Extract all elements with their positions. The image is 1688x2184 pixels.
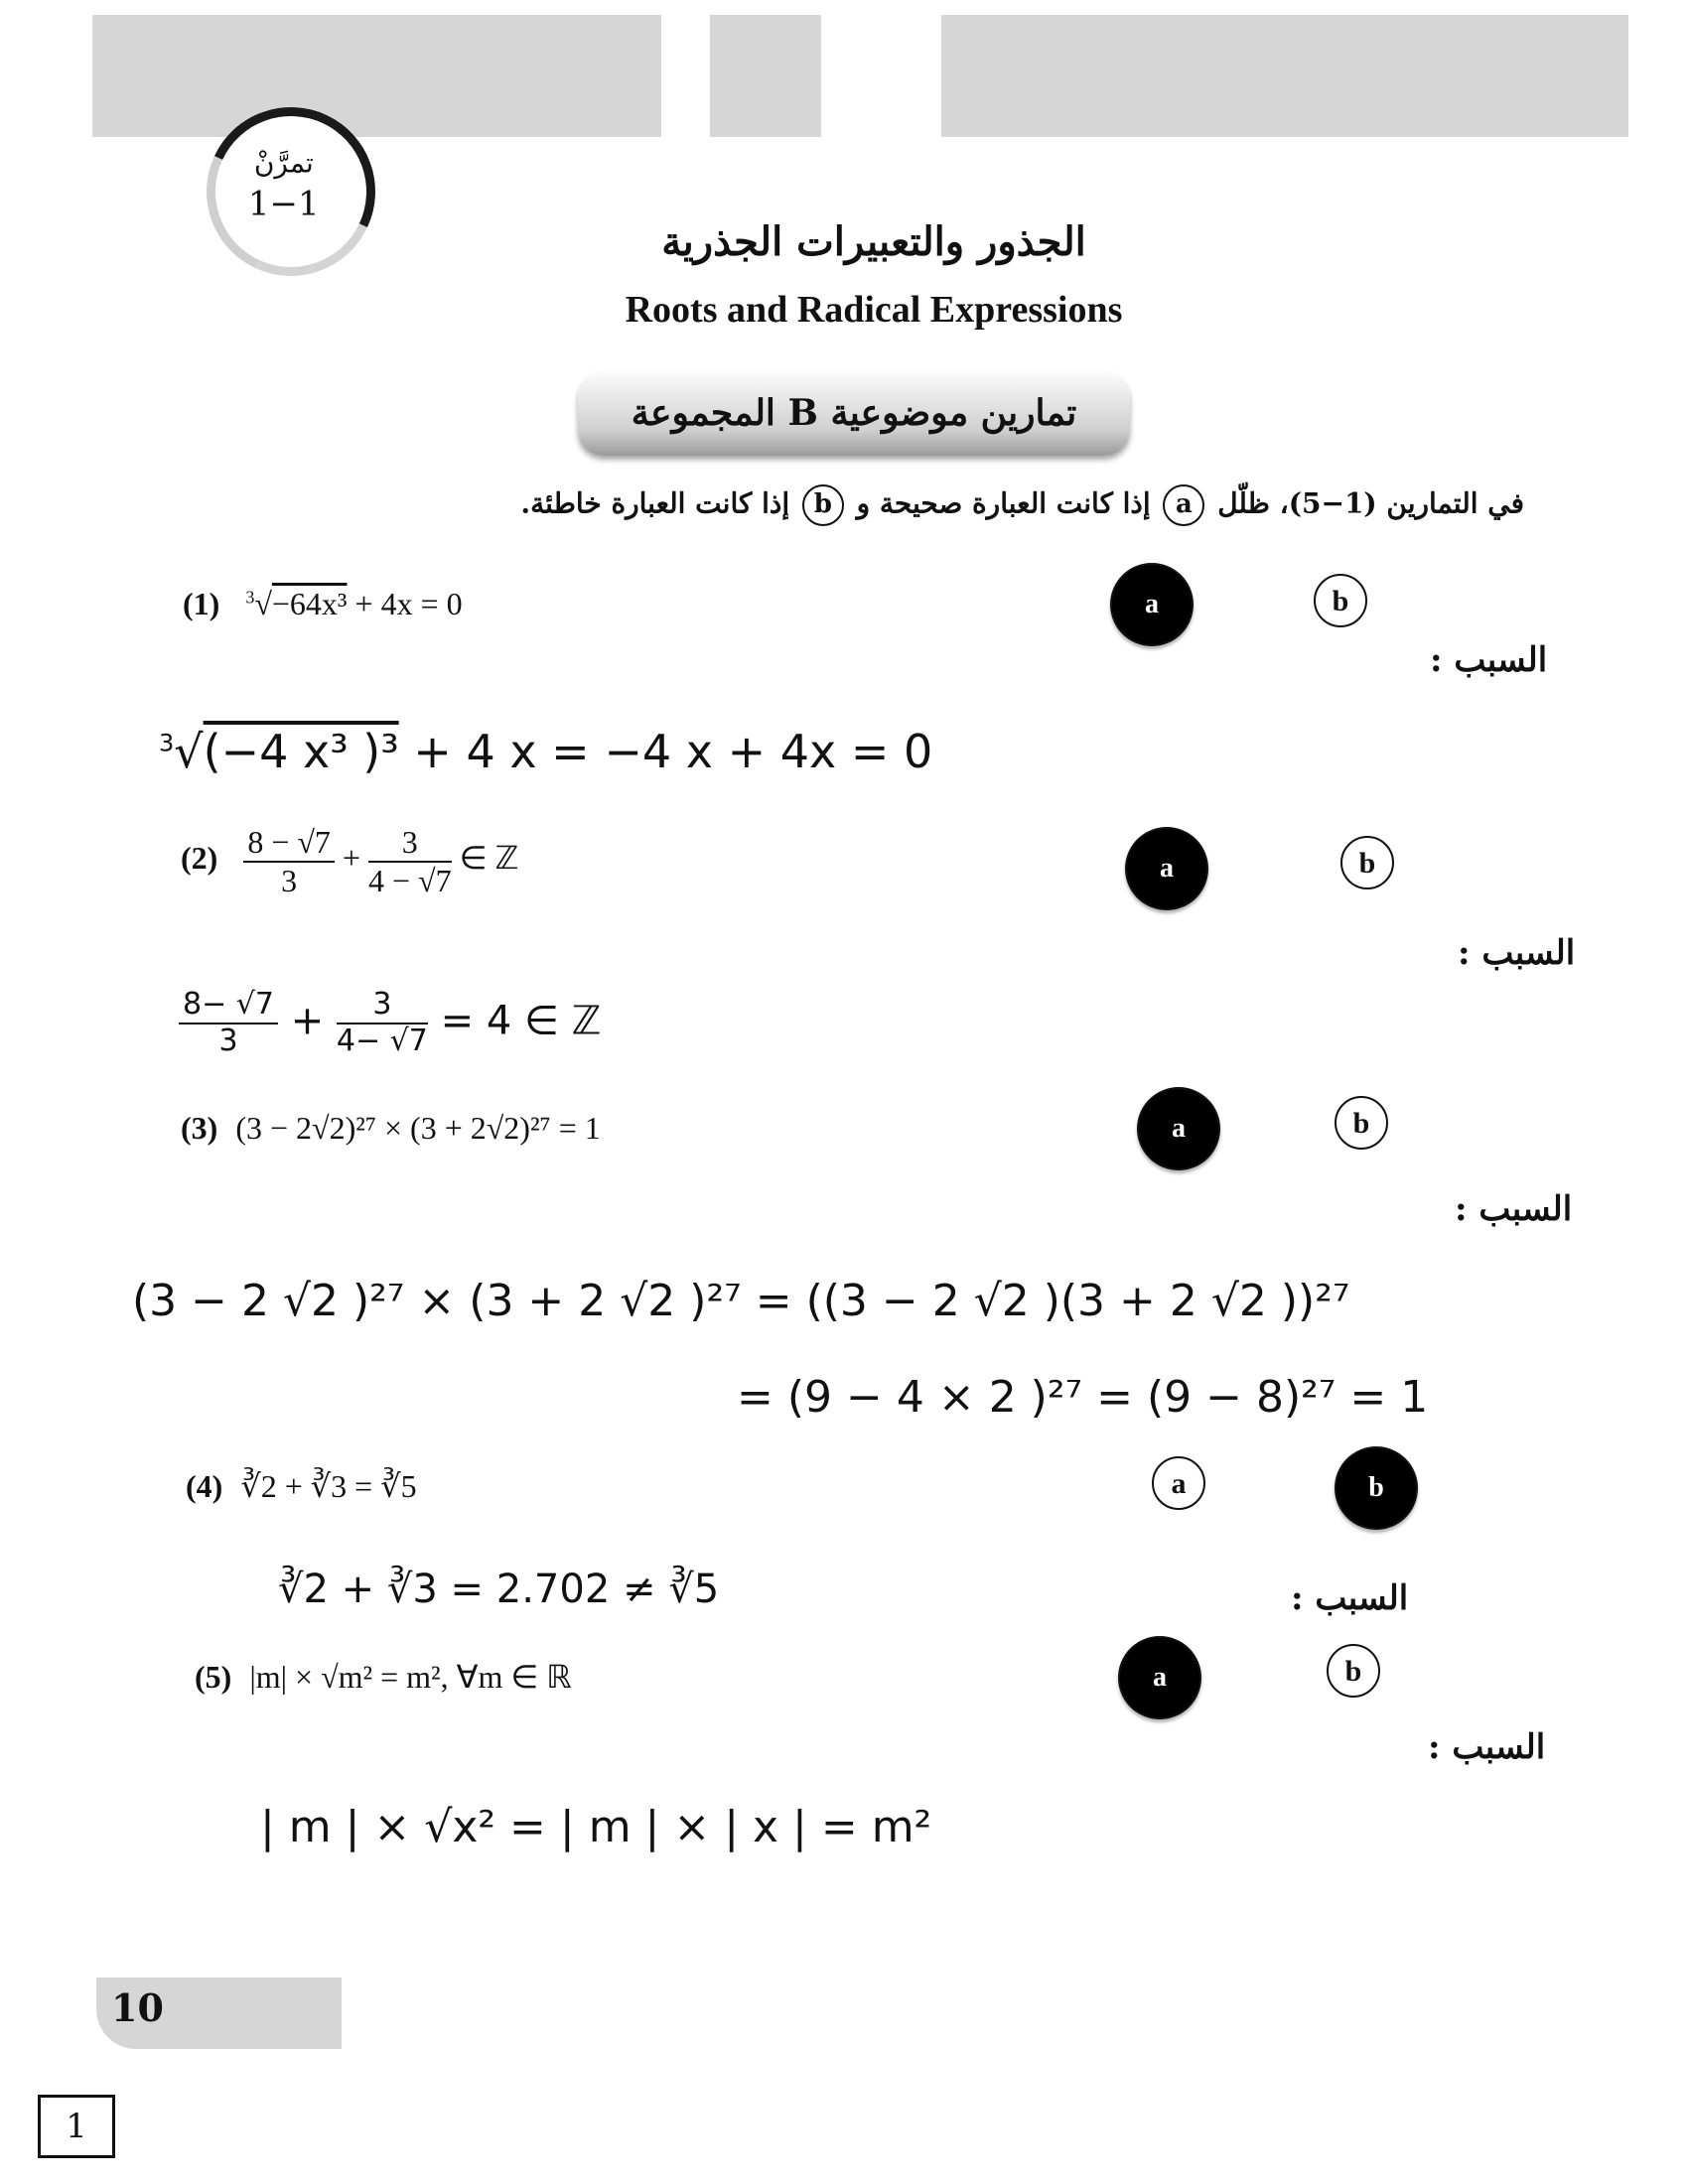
fraction (337, 988, 428, 1058)
instructions (520, 484, 1524, 526)
option-b[interactable]: b (1335, 1096, 1388, 1150)
reason-label: السبب : (1430, 640, 1548, 680)
root-index: 3 (245, 587, 255, 608)
group-label-box (578, 372, 1130, 456)
fraction (179, 988, 278, 1058)
instructions-part3: إذا كانت العبارة خاطئة. (520, 486, 790, 520)
instructions-part2: إذا كانت العبارة صحيحة و (856, 486, 1151, 520)
answer-rest: + 4 x = −4 x + 4x = 0 (398, 725, 933, 778)
question-number: (1) (183, 586, 220, 621)
answer-3-line-2: = (9 − 4 × 2 )²⁷ = (9 − 8)²⁷ = 1 (737, 1372, 1429, 1423)
answer-rest: = 4 ∈ ℤ (440, 998, 602, 1044)
header-bar-middle (710, 15, 821, 137)
header-bar-right (941, 15, 1628, 137)
question-number: (2) (181, 840, 218, 877)
fraction (243, 824, 335, 899)
numerator: 3 (368, 824, 452, 863)
page-number-tab (96, 1978, 342, 2049)
numerator: 8− √7 (179, 988, 278, 1024)
group-label: المجموعة B تمارين موضوعية (631, 392, 1077, 434)
question-rest: + 4x = 0 (347, 586, 463, 621)
root-index: 3 (159, 729, 175, 757)
denominator: 4 − √7 (367, 862, 452, 898)
answer-2 (179, 988, 601, 1058)
denominator: 3 (281, 862, 298, 898)
radicand: (−4 x³ )³ (203, 725, 399, 778)
page-box (38, 2095, 115, 2158)
header-bar-left (92, 15, 661, 137)
option-b[interactable]: b (1314, 574, 1367, 627)
numerator: 8 − √7 (243, 824, 335, 863)
option-a[interactable]: a (1152, 1456, 1205, 1510)
option-a-filled[interactable]: a (1110, 563, 1194, 646)
page-title-arabic: الجذور والتعبيرات الجذرية (661, 218, 1086, 265)
plus-sign: + (290, 998, 325, 1044)
question-5 (195, 1658, 572, 1696)
answer-4: ∛2 + ∛3 = 2.702 ≠ ∛5 (278, 1567, 720, 1612)
option-b-sample: b (802, 484, 844, 526)
badge-number: 1−1 (247, 184, 320, 224)
option-a-sample: a (1163, 484, 1204, 526)
question-4 (186, 1467, 417, 1505)
question-number: (5) (195, 1659, 232, 1695)
plus-sign: + (342, 840, 360, 877)
page-number: 10 (111, 1985, 164, 2030)
reason-label: السبب : (1455, 1189, 1573, 1229)
answer-1: $^3$√(−4 x³ )³ + 4 x = −4 x + 4x = 0 (159, 725, 933, 778)
answer-5: | m | × √x² = | m | × | x | = m² (260, 1802, 932, 1852)
option-b-filled[interactable]: b (1335, 1446, 1418, 1530)
question-2 (181, 824, 518, 899)
option-b[interactable]: b (1340, 836, 1394, 889)
radicand: −64x³ (271, 586, 348, 621)
reason-label: السبب : (1291, 1578, 1409, 1618)
question-text: |m| × √m² = m², ∀m ∈ ℝ (249, 1659, 572, 1695)
reason-label: السبب : (1458, 933, 1576, 973)
question-number: (4) (186, 1468, 223, 1504)
option-a-filled[interactable]: a (1125, 827, 1208, 910)
reason-label: السبب : (1428, 1727, 1546, 1767)
question-text: (3 − 2√2)²⁷ × (3 + 2√2)²⁷ = 1 (235, 1110, 601, 1146)
answer-3-line-1: (3 − 2 √2 )²⁷ × (3 + 2 √2 )²⁷ = ((3 − 2 √2 )(3 + 2 √2 ))²⁷ (132, 1276, 1350, 1326)
question-3 (181, 1110, 601, 1147)
fraction (368, 824, 452, 899)
page-title-english: Roots and Radical Expressions (625, 289, 1123, 331)
question-number: (3) (181, 1110, 218, 1146)
instructions-part1: في التمارين (1−5)، ظلّل (1217, 486, 1524, 520)
question-1: (1) $^3$√−64x³ + 4x = 0 (183, 586, 463, 621)
option-a-filled[interactable]: a (1137, 1087, 1220, 1170)
question-rest: ∈ ℤ (459, 840, 519, 877)
numerator: 3 (337, 988, 428, 1024)
denominator: 3 (218, 1023, 238, 1058)
page-box-number: 1 (66, 2107, 87, 2146)
option-a-filled[interactable]: a (1118, 1636, 1201, 1719)
option-b[interactable]: b (1327, 1644, 1380, 1698)
badge-label: تمرَّنْ (253, 146, 314, 180)
denominator: 4− √7 (336, 1023, 428, 1058)
question-text: ∛2 + ∛3 = ∛5 (240, 1468, 417, 1504)
